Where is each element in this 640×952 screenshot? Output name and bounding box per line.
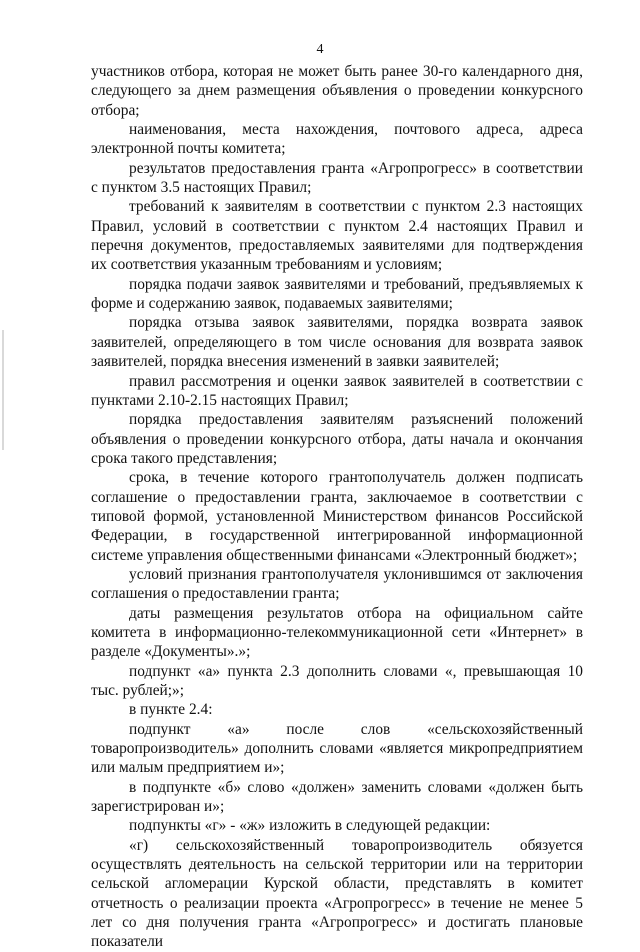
paragraph: подпункт «а» после слов «сельскохозяйственный товаропроизводитель» дополнить словами «является микропредприятием или малым предприятием и»;	[91, 720, 583, 777]
paragraph: условий признания грантополучателя уклонившимся от заключения соглашения о предоставлении гранта;	[91, 565, 583, 603]
paragraph: порядка отзыва заявок заявителями, порядка возврата заявок заявителей, определяющего в том числе основания для возврата заявок заявителей, порядка внесения изменений в заявки заявителей;	[91, 314, 583, 371]
paragraph: наименования, места нахождения, почтового адреса, адреса электронной почты комитета;	[91, 121, 583, 158]
paragraph: порядка подачи заявок заявителями и требований, предъявляемых к форме и содержанию заявок, подаваемых заявителями;	[91, 275, 583, 313]
paragraph: участников отбора, которая не может быть ранее 30-го календарного дня, следующего за днем размещения объявления о проведении конкурсного отбора;	[91, 63, 583, 119]
page-number: 4	[316, 42, 324, 57]
scan-margin-mark	[2, 330, 4, 450]
paragraph: требований к заявителям в соответствии с пунктом 2.3 настоящих Правил, условий в соответствии с пунктом 2.4 настоящих Правил и перечня документов, предоставляемых заявителями для подтверждения их соответствия указанным требованиям и условиям;	[91, 198, 583, 274]
paragraph: в пункте 2.4:	[129, 701, 213, 719]
paragraph: правил рассмотрения и оценки заявок заявителей в соответствии с пунктами 2.10-2.15 настоящих Правил;	[91, 372, 583, 409]
paragraph: подпункты «г» - «ж» изложить в следующей редакции:	[129, 817, 491, 835]
paragraph: даты размещения результатов отбора на официальном сайте комитета в информационно-телекоммуникационной сети «Интернет» в разделе «Документы».»;	[91, 604, 583, 661]
paragraph: срока, в течение которого грантополучатель должен подписать соглашение о предоставлении гранта, заключаемое в соответствии с типовой формой, установленной Министерством финансов Российской Федерации, в государственной интегрированной информационной системе управления общественными финансами «Электронный бюджет»;	[91, 469, 583, 564]
paragraph: в подпункте «б» слово «должен» заменить словами «должен быть зарегистрирован и»;	[91, 778, 583, 816]
paragraph: результатов предоставления гранта «Агропрогресс» в соответствии с пунктом 3.5 настоящих Правил;	[91, 159, 583, 197]
paragraph: подпункт «а» пункта 2.3 дополнить словами «, превышающая 10 тыс. рублей;»;	[91, 662, 583, 699]
paragraph: «г) сельскохозяйственный товаропроизводитель обязуется осуществлять деятельность на сельской территории или на территории сельской агломерации Курской области, представлять в комитет отчетность о реализации проекта «Агропрогресс» в течение не менее 5 лет со дня получения гранта «Агропрогресс» и достигать плановые показатели	[91, 836, 583, 951]
document-body	[91, 62, 583, 952]
paragraph: порядка предоставления заявителям разъяснений положений объявления о проведении конкурсного отбора, даты начала и окончания срока такого представления;	[91, 411, 583, 467]
